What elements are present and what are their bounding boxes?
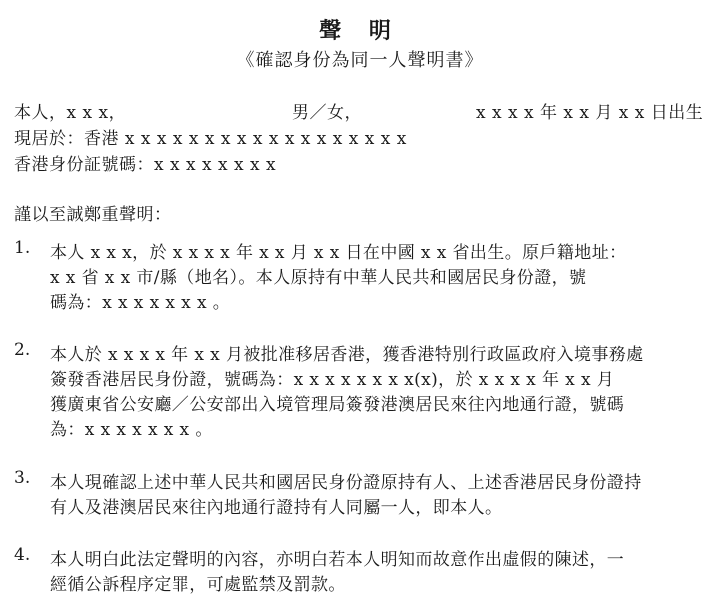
item-line: 本人現確認上述中華人民共和國居民身份證原持有人、上述香港居民身份證持 [50,473,642,493]
item-number: 2. [14,340,31,360]
gender-line: 男／女， [292,103,362,123]
declaration-intro: 謹以至誠鄭重聲明： [14,205,172,225]
item-line: 經循公訴程序定罪，可處監禁及罰款。 [50,575,346,595]
birth-date-line: x x x x 年 x x 月 x x 日出生 [476,103,704,123]
item-line: 有人及港澳居民來往內地通行證持有人同屬一人，即本人。 [50,498,503,518]
item-number: 3. [14,468,31,488]
item-line: 為：x x x x x x x 。 [50,420,213,440]
item-line: 簽發香港居民身份證，號碼為：x x x x x x x x(x)，於 x x x x 年 x x 月 [50,370,615,390]
item-number: 4. [14,545,31,565]
hkid-line: 香港身份証號碼：x x x x x x x x [14,155,277,175]
item-number: 1. [14,238,31,258]
item-line: 獲廣東省公安廳／公安部出入境管理局簽發港澳居民來往內地通行證，號碼 [50,395,625,415]
name-line: 本人，x x x， [14,103,127,123]
page-subtitle: 《確認身份為同一人聲明書》 [236,50,484,71]
item-line: x x 省 x x 市/縣（地名）。本人原持有中華人民共和國居民身份證，號 [50,268,587,288]
page-title: 聲 明 [319,18,401,44]
item-line: 本人 x x x，於 x x x x 年 x x 月 x x 日在中國 x x 省出生。原戶籍地址： [50,243,627,263]
item-line: 碼為：x x x x x x x 。 [50,293,231,313]
item-line: 本人於 x x x x 年 x x 月被批准移居香港，獲香港特別行政區政府入境事務處 [50,345,644,365]
item-line: 本人明白此法定聲明的內容，亦明白若本人明知而故意作出虛假的陳述，一 [50,550,625,570]
address-line: 現居於：香港 x x x x x x x x x x x x x x x x x x [14,129,407,149]
